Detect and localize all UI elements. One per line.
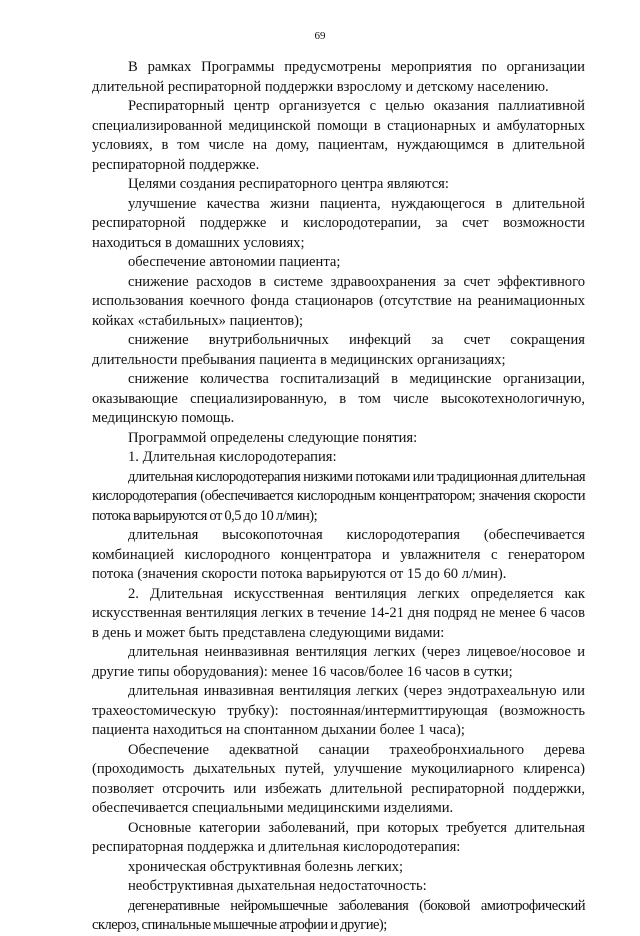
document-body <box>92 58 585 936</box>
paragraph: Респираторный центр организуется с целью оказания паллиативной специализированной медицинской помощи в стационарных и амбулаторных условиях, в том числе на дому, пациентам, нуждающимся в длительной респираторной поддержке. <box>92 98 585 173</box>
paragraph: В рамках Программы предусмотрены мероприятия по организации длительной респираторной поддержки взрослому и детскому населению. <box>92 59 585 95</box>
list-item: улучшение качества жизни пациента, нуждающегося в длительной респираторной поддержке и кислородотерапии, за счет возможности находиться в домашних условиях; <box>92 195 585 251</box>
section-heading: 1. Длительная кислородотерапия: <box>128 449 337 465</box>
list-item: снижение количества госпитализаций в медицинские организации, оказывающие специализированную, в том числе высокотехнологичную, медицинскую помощь. <box>92 371 585 426</box>
paragraph: Целями создания респираторного центра являются: <box>128 176 449 192</box>
paragraph: 2. Длительная искусственная вентиляция легких определяется как искусственная вентиляция легких в течение 14-21 дня подряд не менее 6 часов в день и может быть представлена следующими видами: <box>92 585 585 641</box>
list-item: длительная инвазивная вентиляция легких (через эндотрахеальную или трахеостомическую трубку): постоянная/интермиттирующая (возможность пациента находиться на спонтанном дыхании более 1 часа); <box>92 683 585 738</box>
list-item: длительная неинвазивная вентиляция легких (через лицевое/носовое и другие типы оборудования): менее 16 часов/более 16 часов в сутки; <box>92 644 585 680</box>
list-item: длительная кислородотерапия низкими потоками или традиционная длительная кислородотерапия (обеспечивается кислородным концентратором; значения скорости потока варьируются от 0,5 до 10 л/мин); <box>92 468 585 524</box>
list-item: снижение внутрибольничных инфекций за счет сокращения длительности пребывания пациента в медицинских организациях; <box>92 332 585 368</box>
list-item: длительная высокопоточная кислородотерапия (обеспечивается комбинацией кислородного концентратора и увлажнителя с генератором потока (значения скорости потока варьируются от 15 до 60 л/мин). <box>92 527 585 582</box>
paragraph: Обеспечение адекватной санации трахеобронхиального дерева (проходимость дыхательных путей, улучшение мукоцилиарного клиренса) позволяет отсрочить или избежать длительной респираторной поддержки, обеспечивается специальными медицинскими изделиями. <box>92 741 585 816</box>
paragraph: Программой определены следующие понятия: <box>128 429 418 446</box>
list-item: хроническая обструктивная болезнь легких; <box>128 858 404 875</box>
list-item: снижение расходов в системе здравоохранения за счет эффективного использования коечного фонда стационаров (отсутствие на реанимационных койках «стабильных» пациентов); <box>92 273 585 329</box>
list-item: дегенеративные нейромышечные заболевания (боковой амиотрофический склероз, спинальные мышечные атрофии и другие); <box>92 897 585 933</box>
list-item: обеспечение автономии пациента; <box>128 254 341 270</box>
paragraph: Основные категории заболеваний, при которых требуется длительная респираторная поддержка и длительная кислородотерапия: <box>92 819 585 855</box>
page-number: 69 <box>314 30 326 42</box>
list-item: необструктивная дыхательная недостаточность: <box>128 878 427 894</box>
